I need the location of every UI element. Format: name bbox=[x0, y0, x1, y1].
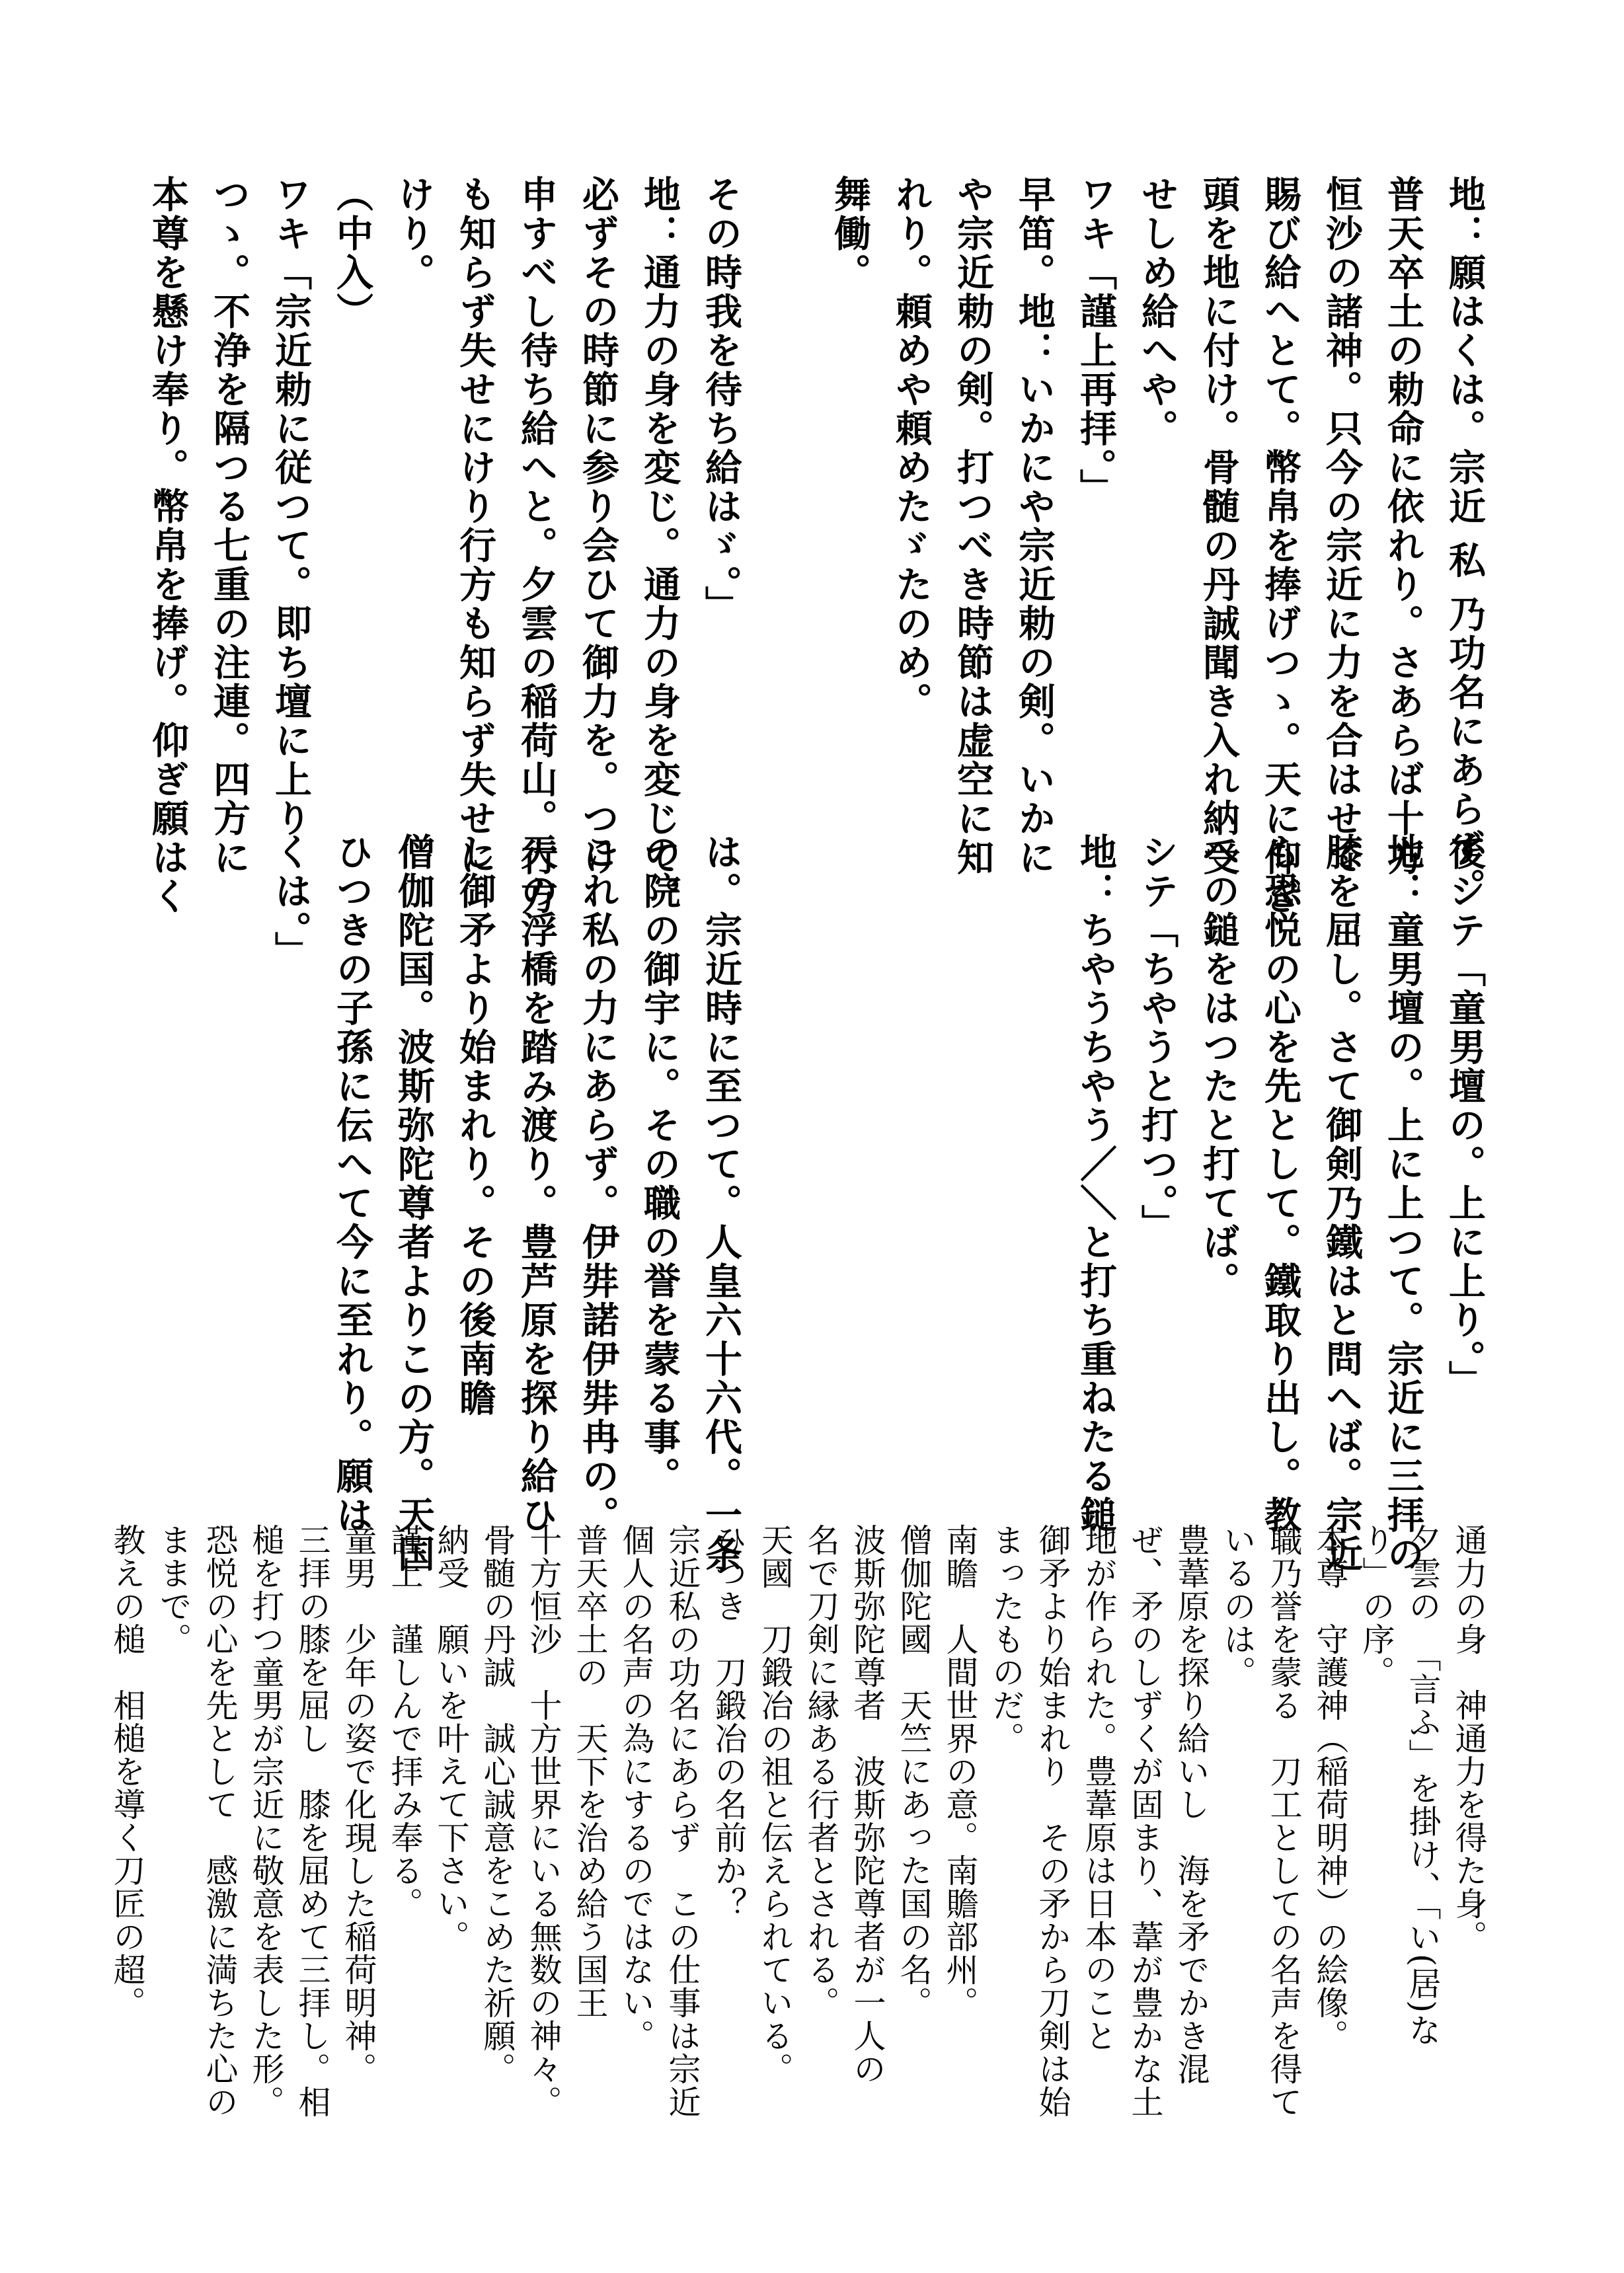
note-column: 槌を打つ童男が宗近に敬意を表した形。 bbox=[247, 1523, 285, 2118]
note-column: り」の序。 bbox=[1358, 1523, 1395, 1689]
text-column: 必ずその時節に参り会ひて御力を。つけ bbox=[576, 175, 619, 877]
note-column: 波斯弥陀尊者 波斯弥陀尊者が一人の bbox=[849, 1523, 886, 2085]
note-column: 僧伽陀國 天竺にあった国の名。 bbox=[895, 1523, 933, 2019]
text-column: 地：ちやうちやう／＼と打ち重ねたる鎚 bbox=[1074, 833, 1117, 1535]
text-column: は。宗近時に至つて。人皇六十六代。一条 bbox=[699, 833, 742, 1574]
text-column: その時我を待ち給はゞ。」 bbox=[699, 175, 742, 625]
text-column: 頭を地に付け。骨髄の丹誠聞き入れ納受 bbox=[1197, 175, 1240, 877]
text-column: けり。 bbox=[392, 175, 435, 292]
text-column: への鎚をはつたと打てば。 bbox=[1197, 833, 1240, 1301]
note-column: 名で刀剣に縁ある行者とされる。 bbox=[802, 1523, 840, 2019]
text-column: も知らず失せにけり行方も知らず失せに bbox=[453, 175, 496, 877]
text-column: 地：願はくは。宗近 私 乃功名にあらず。 bbox=[1443, 175, 1486, 907]
text-column: 地：通力の身を変じ。通力の身を変じて。 bbox=[638, 175, 681, 916]
note-column: 三拝の膝を屈し 膝を屈めて三拝し。相 bbox=[293, 1523, 331, 2118]
text-column: つゝ。不浄を隔つる七重の注連。四方に bbox=[208, 175, 251, 877]
text-column: 地：童男壇の。上に上つて。宗近に三拝の bbox=[1381, 833, 1424, 1574]
note-column: 御矛より始まれり その矛から刀剣は始 bbox=[1034, 1523, 1071, 2118]
note-column: 童男 少年の姿で化現した稲荷明神。 bbox=[340, 1523, 377, 2085]
text-column: 普天卒土の勅命に依れり。さあらば十方 bbox=[1381, 175, 1424, 877]
note-column: 夕雲の 「言ふ」を掛け、「い(居)な bbox=[1404, 1523, 1442, 2047]
note-column: 十方恒沙 十方世界にいる無数の神々。 bbox=[525, 1523, 562, 2118]
text-column: くは。」 bbox=[269, 833, 312, 970]
note-column: 南瞻 人間世界の意。南贍部州。 bbox=[941, 1523, 979, 2019]
text-column: し御矛より始まれり。その後南瞻 bbox=[453, 833, 496, 1418]
note-column: ままで。 bbox=[155, 1523, 192, 1656]
note-column: 恐悦の心を先として 感激に満ちた心の bbox=[201, 1523, 239, 2118]
note-column: 豊葦原を探り給いし 海を矛でかき混 bbox=[1173, 1523, 1210, 2085]
text-column: 天の浮橋を踏み渡り。豊芦原を探り給ひ bbox=[515, 833, 558, 1535]
note-column: 骨髄の丹誠 誠心誠意をこめた祈願。 bbox=[479, 1523, 516, 2085]
text-column: も恐悦の心を先として。鐵取り出し。教 bbox=[1258, 833, 1301, 1535]
text-column: 膝を屈し。さて御剣乃鐵はと問へば。宗近 bbox=[1320, 833, 1363, 1574]
note-column: ぜ、矛のしずくが固まり、葦が豊かな土 bbox=[1126, 1523, 1164, 2118]
lower-right-text bbox=[623, 833, 1495, 1574]
text-column: シテ「ちやうと打つ。」 bbox=[1136, 833, 1179, 1243]
text-column: （中入） bbox=[330, 175, 373, 331]
note-column: いるのは。 bbox=[1219, 1523, 1257, 1689]
text-column: ワキ「宗近勅に従つて。即ち壇に上り bbox=[269, 175, 312, 838]
note-column: まったものだ。 bbox=[987, 1523, 1025, 1755]
text-column: れり。頼めや頼めたゞたのめ。 bbox=[890, 175, 933, 721]
note-column: 教えの槌 相槌を導く刀匠の超。 bbox=[108, 1523, 146, 2019]
text-column: 賜び給へとて。幣帛を捧げつゝ。天に仰ぎ bbox=[1258, 175, 1301, 916]
text-column: 本尊を懸け奉り。幣帛を捧げ。仰ぎ願はく bbox=[146, 175, 189, 916]
note-column: 個人の名声の為にするのではない。 bbox=[617, 1523, 655, 2052]
note-column: ひつき 刀鍛冶の名前か？ bbox=[710, 1523, 748, 1920]
text-column: や宗近勅の剣。打つべき時節は虚空に知 bbox=[951, 175, 994, 877]
note-column: 宗近私の功名にあらず この仕事は宗近 bbox=[664, 1523, 701, 2118]
text-column: 恒沙の諸神。只今の宗近に力を合はせて bbox=[1320, 175, 1363, 877]
note-column: 本尊 守護神（稲荷明神）の絵像。 bbox=[1311, 1523, 1349, 2052]
text-column: 舞働。 bbox=[828, 175, 871, 292]
note-column: 普天卒土の 天下を治め給う国王 bbox=[571, 1523, 609, 2019]
text-column: 早笛。地：いかにや宗近勅の剣。いかに bbox=[1013, 175, 1056, 877]
text-column: 申すべし待ち給へと。夕雲の稲荷山。行方 bbox=[515, 175, 558, 916]
annotation-notes bbox=[108, 1523, 1492, 2184]
text-column: 後シテ「童男壇の。上に上り。」 bbox=[1443, 833, 1486, 1399]
text-column: せしめ給へや。 bbox=[1136, 175, 1179, 448]
text-column: 僧伽陀国。波斯弥陀尊者よりこの方。天国 bbox=[392, 833, 435, 1574]
note-column: 地が作られた。豊葦原は日本のこと bbox=[1080, 1523, 1118, 2052]
note-column: 天國 刀鍛冶の祖と伝えられている。 bbox=[756, 1523, 794, 2085]
lower-left-text bbox=[34, 833, 752, 1574]
note-column: 通力の身 神通力を得た身。 bbox=[1450, 1523, 1488, 1953]
note-column: 職乃誉を蒙る 刀工としての名声を得て bbox=[1265, 1523, 1303, 2118]
text-column: ワキ「謹上再拝。」 bbox=[1074, 175, 1117, 508]
text-column: これ私の力にあらず。伊弉諾伊弉冉の。 bbox=[576, 833, 619, 1535]
note-column: 謹上 謹しんで拝み奉る。 bbox=[386, 1523, 424, 1920]
note-column: 納受 願いを叶えて下さい。 bbox=[432, 1523, 470, 1953]
text-column: ひつきの子孫に伝へて今に至れり。願は bbox=[330, 833, 373, 1535]
upper-right-text bbox=[623, 175, 1495, 916]
text-column: の院の御宇に。その職の誉を蒙る事。 bbox=[638, 833, 681, 1496]
